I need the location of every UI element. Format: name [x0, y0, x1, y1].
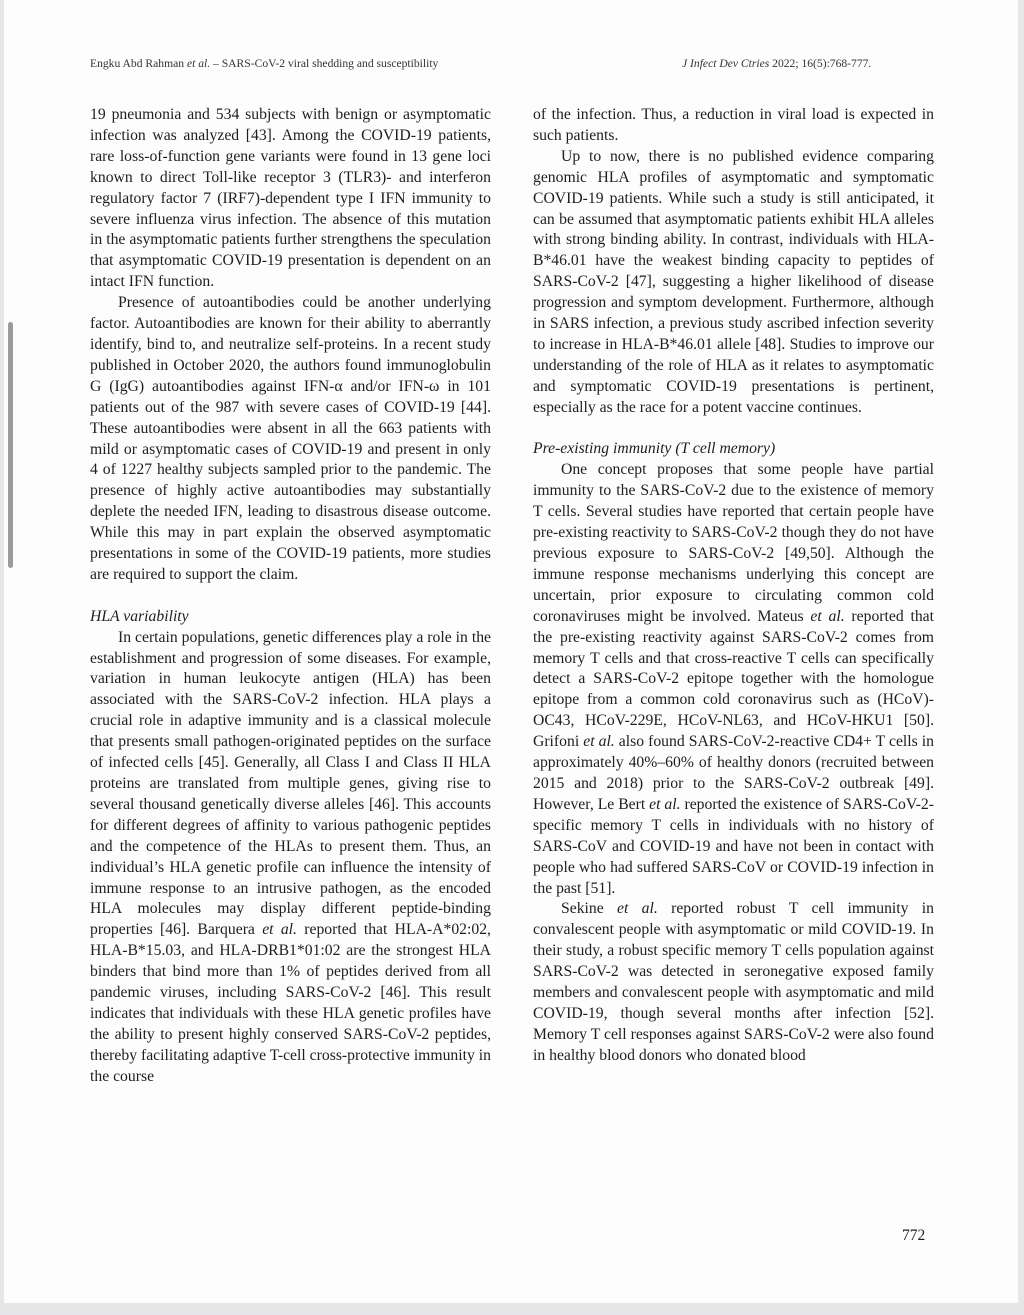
- section-heading-hla-variability: HLA variability: [90, 607, 189, 625]
- paragraph: Up to now, there is no published evidence comparing genomic HLA profiles of asymptomatic and symptomatic COVID-19 patients. While such a study is still anticipated, it can be assumed that asymptomatic patients exhibit HLA alleles with strong binding ability. In contrast, individuals with HLA-B*46.01 have the weakest binding capacity to peptides of SARS-CoV-2 [47], suggesting a higher likelihood of disease progression and symptom development. Furthermore, although in SARS infection, a previous study ascribed infection severity to increase in HLA-B*46.01 allele [48]. Studies to improve our understanding of the role of HLA as it relates to asymptomatic and symptomatic COVID-19 presentations is pertinent, especially as the race for a potent vaccine continues.: [533, 147, 934, 416]
- section-heading-preexisting-immunity: Pre-existing immunity (T cell memory): [533, 440, 776, 458]
- paragraph: of the infection. Thus, a reduction in viral load is expected in such patients.: [533, 106, 934, 144]
- paragraph: 19 pneumonia and 534 subjects with benign or asymptomatic infection was analyzed [43]. Among the COVID-19 patients, rare loss-of-function gene variants were found in 13 gene loci known to direct Toll-like receptor 3 (TLR3)- and interferon regulatory factor 7 (IRF7)-dependent type I IFN immunity to severe influenza virus infection. The absence of this mutation in the asymptomatic patients further strengthens the speculation that asymptomatic COVID-19 presentation is dependent on an intact IFN function.: [90, 106, 491, 291]
- page-number: 772: [902, 1227, 926, 1244]
- paragraph: One concept proposes that some people have partial immunity to the SARS-CoV-2 due to the existence of memory T cells. Several studies have reported that certain people have pre-existing reactivity to SARS-CoV-2 though they do not have previous exposure to SARS-CoV-2 [49,50]. Although the immune response mechanisms underlying this concept are uncertain, prior exposure to circulating common cold coronaviruses might be involved. Mateus et al. reported that the pre-existing reactivity against SARS-CoV-2 comes from memory T cells and that cross-reactive T cells can specifically detect a SARS-CoV-2 epitope together with the homologue epitope from a common cold coronavirus such as (HCoV)-OC43, HCoV-229E, HCoV-NL63, and HCoV-HKU1 [50]. Grifoni et al. also found SARS-CoV-2-reactive CD4+ T cells in approximately 40%–60% of healthy donors (recruited between 2015 and 2018) prior to the SARS-CoV-2 outbreak [49]. However, Le Bert et al. reported the existence of SARS-CoV-2-specific memory T cells in individuals with no history of SARS-CoV and COVID-19 and have not been in contact with people who had suffered SARS-CoV or COVID-19 infection in the past [51].: [533, 461, 935, 897]
- paragraph: Presence of autoantibodies could be another underlying factor. Autoantibodies are known for their ability to aberrantly identify, bind to, and neutralize self-proteins. In a recent study published in October 2020, the authors found immunoglobulin G (IgG) autoantibodies against IFN-α and/or IFN-ω in 101 patients out of the 987 with severe cases of COVID-19 [44]. These autoantibodies were absent in all the 663 patients with mild or asymptomatic cases of COVID-19 and present in only 4 of 1227 healthy subjects sampled prior to the pandemic. The presence of highly active autoantibodies may substantially deplete the needed IFN, leading to disastrous disease outcome. While this may in part explain the observed asymptomatic presentations in some of the COVID-19 patients, more studies are required to support the claim.: [90, 294, 491, 583]
- scrollbar-thumb[interactable]: [8, 322, 13, 568]
- right-column: [533, 105, 934, 1067]
- header-journal-citation: J Infect Dev Ctries 2022; 16(5):768-777.: [682, 57, 872, 70]
- document-page: [4, 0, 1018, 1303]
- paragraph: Sekine et al. reported robust T cell immunity in convalescent people with asymptomatic or mild COVID-19. In their study, a robust specific memory T cells population against SARS-CoV-2 was detected in seronegative exposed family members and convalescent people with asymptomatic and mild COVID-19, though several months after infection [52]. Memory T cell responses against SARS-CoV-2 were also found in healthy blood donors who donated blood: [533, 900, 934, 1064]
- left-column: [90, 105, 491, 1088]
- paragraph: In certain populations, genetic differences play a role in the establishment and progression of some diseases. For example, variation in human leukocyte antigen (HLA) has been associated with the SARS-CoV-2 infection. HLA plays a crucial role in adaptive immunity and is a classical molecule that presents small pathogen-originated peptides on the surface of infected cells [45]. Generally, all Class I and Class II HLA proteins are translated from multiple genes, giving rise to several thousand genetically diverse alleles [46]. This accounts for different degrees of affinity to various pathogenic peptides and the competence of the HLAs to present them. Thus, an individual’s HLA genetic profile can influence the intensity of immune response to an intrusive pathogen, as the encoded HLA molecules may display different peptide-binding properties [46]. Barquera et al. reported that HLA-A*02:02, HLA-B*15.03, and HLA-DRB1*01:02 are the strongest HLA binders that bind more than 1% of peptides derived from all pandemic viruses, including SARS-CoV-2 [46]. This result indicates that individuals with these HLA genetic profiles have the ability to present highly conserved SARS-CoV-2 peptides, thereby facilitating adaptive T-cell cross-protective immunity in the course: [90, 628, 491, 1085]
- header-authors-title: Engku Abd Rahman et al. – SARS-CoV-2 viral shedding and susceptibility: [90, 57, 439, 70]
